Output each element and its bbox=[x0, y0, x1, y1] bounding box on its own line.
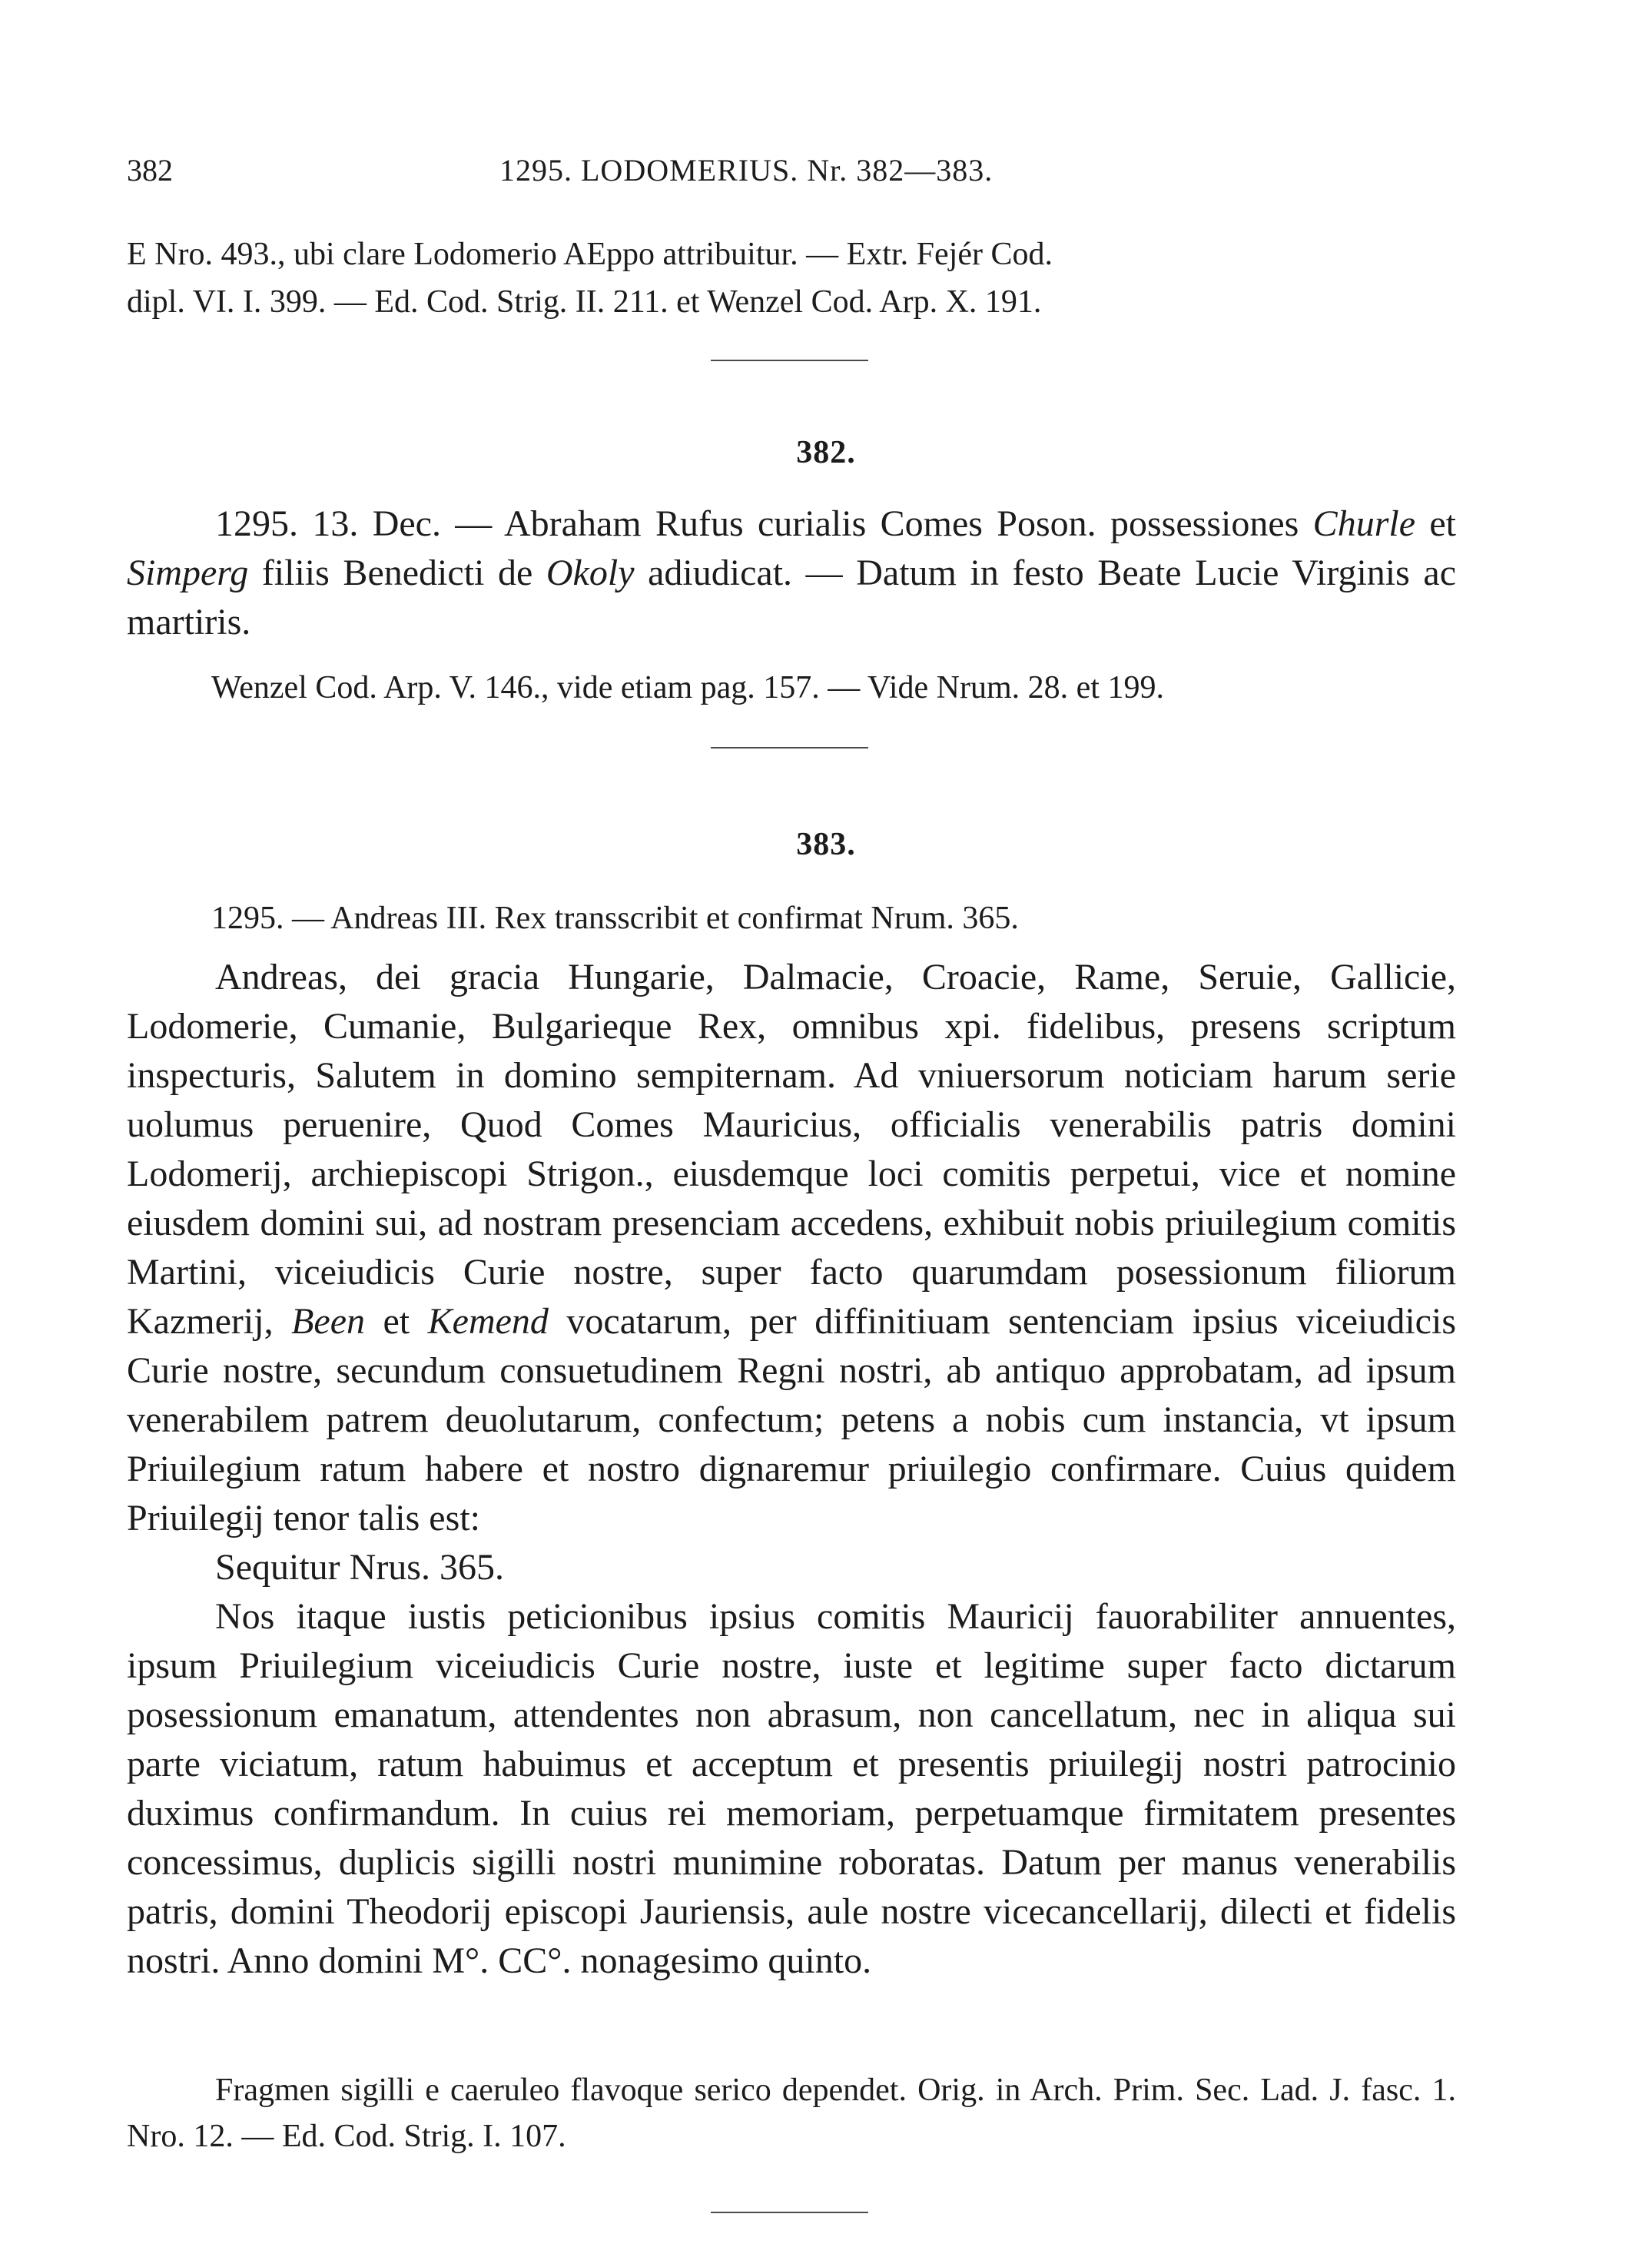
charter-paragraph-3: Nos itaque iustis peticionibus ipsius comitis Mauricij fauorabiliter annuentes, ipsum Priuilegium viceiudicis Curie nostre, iuste et legitime super facto dictarum posessionum emanatum, attendentes non abrasum, non cancellatum, nec in aliqua sui parte viciatum, ratum habuimus et acceptum et presentis priuilegij nostri patrocinio duximus confirmandum. In cuius rei memoriam, perpetuamque firmitatem presentes concessimus, duplicis sigilli nostri munimine roboratas. Datum per manus venerabilis patris, domini Theodorij episcopi Jauriensis, aule nostre vicecancellarij, dilecti et fidelis nostri. Anno domini M°. CC°. nonagesimo quinto. bbox=[127, 1596, 1456, 1981]
section-divider bbox=[711, 2212, 868, 2213]
running-title: 1295. LODOMERIUS. Nr. 382—383. bbox=[499, 153, 994, 188]
place-name: Simperg bbox=[127, 553, 249, 593]
entry-382-source: Wenzel Cod. Arp. V. 146., vide etiam pag. 157. — Vide Nrum. 28. et 199. bbox=[211, 670, 1164, 705]
page-number: 382 bbox=[127, 153, 173, 188]
entry-number-383: 383. bbox=[796, 827, 856, 862]
charter-paragraph-2: Sequitur Nrus. 365. bbox=[215, 1547, 504, 1588]
place-name: Been bbox=[291, 1301, 365, 1342]
previous-note-line-2: dipl. VI. I. 399. — Ed. Cod. Strig. II. 211. et Wenzel Cod. Arp. X. 191. bbox=[127, 284, 1042, 320]
place-name: Okoly bbox=[546, 553, 635, 593]
entry-382-summary: 1295. 13. Dec. — Abraham Rufus curialis Comes Poson. possessiones Churle et Simperg filiis Benedicti de Okoly adiudicat. — Datum in festo Beate Lucie Virginis ac martiris. bbox=[127, 503, 1457, 642]
archival-note: Fragmen sigilli e caeruleo flavoque serico dependet. Orig. in Arch. Prim. Sec. Lad. J. fasc. 1. Nro. 12. — Ed. Cod. Strig. I. 107. bbox=[127, 2073, 1456, 2154]
page-header bbox=[127, 152, 1498, 191]
place-name: Kemend bbox=[427, 1301, 549, 1342]
entry-383-note bbox=[127, 2067, 1456, 2159]
place-name: Churle bbox=[1312, 503, 1416, 544]
section-divider bbox=[711, 747, 868, 748]
entry-number-382: 382. bbox=[796, 435, 856, 470]
entry-383-summary: 1295. — Andreas III. Rex transscribit et confirmat Nrum. 365. bbox=[211, 901, 1019, 936]
section-divider bbox=[711, 360, 868, 361]
previous-entry-note bbox=[127, 231, 1456, 326]
charter-paragraph-1: Andreas, dei gracia Hungarie, Dalmacie, Croacie, Rame, Seruie, Gallicie, Lodomerie, Cumanie, Bulgarieque Rex, omnibus xpi. fidelibus, presens scriptum inspecturis, Salutem in domino sempiternam. Ad vniuersorum noticiam harum serie uolumus peruenire, Quod Comes Mauricius, officialis venerabilis patris domini Lodomerij, archiepiscopi Strigon., eiusdemque loci comitis perpetui, vice et nomine eiusdem domini sui, ad nostram presenciam accedens, exhibuit nobis priuilegium comitis Martini, viceiudicis Curie nostre, super facto quarumdam posessionum filiorum Kazmerij, Been et Kemend vocatarum, per diffinitiuam sentenciam ipsius viceiudicis Curie nostre, secundum consuetudinem Regni nostri, ab antiquo approbatam, ad ipsum venerabilem patrem deuolutarum, confectum; petens a nobis cum instancia, vt ipsum Priuilegium ratum habere et nostro dignaremur priuilegio confirmare. Cuius quidem Priuilegij tenor talis est: bbox=[127, 957, 1457, 1538]
entry-382-summary-text: 1295. 13. Dec. — Abraham Rufus curialis Comes Poson. possessiones bbox=[215, 503, 1299, 544]
previous-note-line-1: E Nro. 493., ubi clare Lodomerio AEppo attribuitur. — Extr. Fejér Cod. bbox=[127, 237, 1053, 272]
entry-383-charter-text bbox=[127, 953, 1456, 1986]
